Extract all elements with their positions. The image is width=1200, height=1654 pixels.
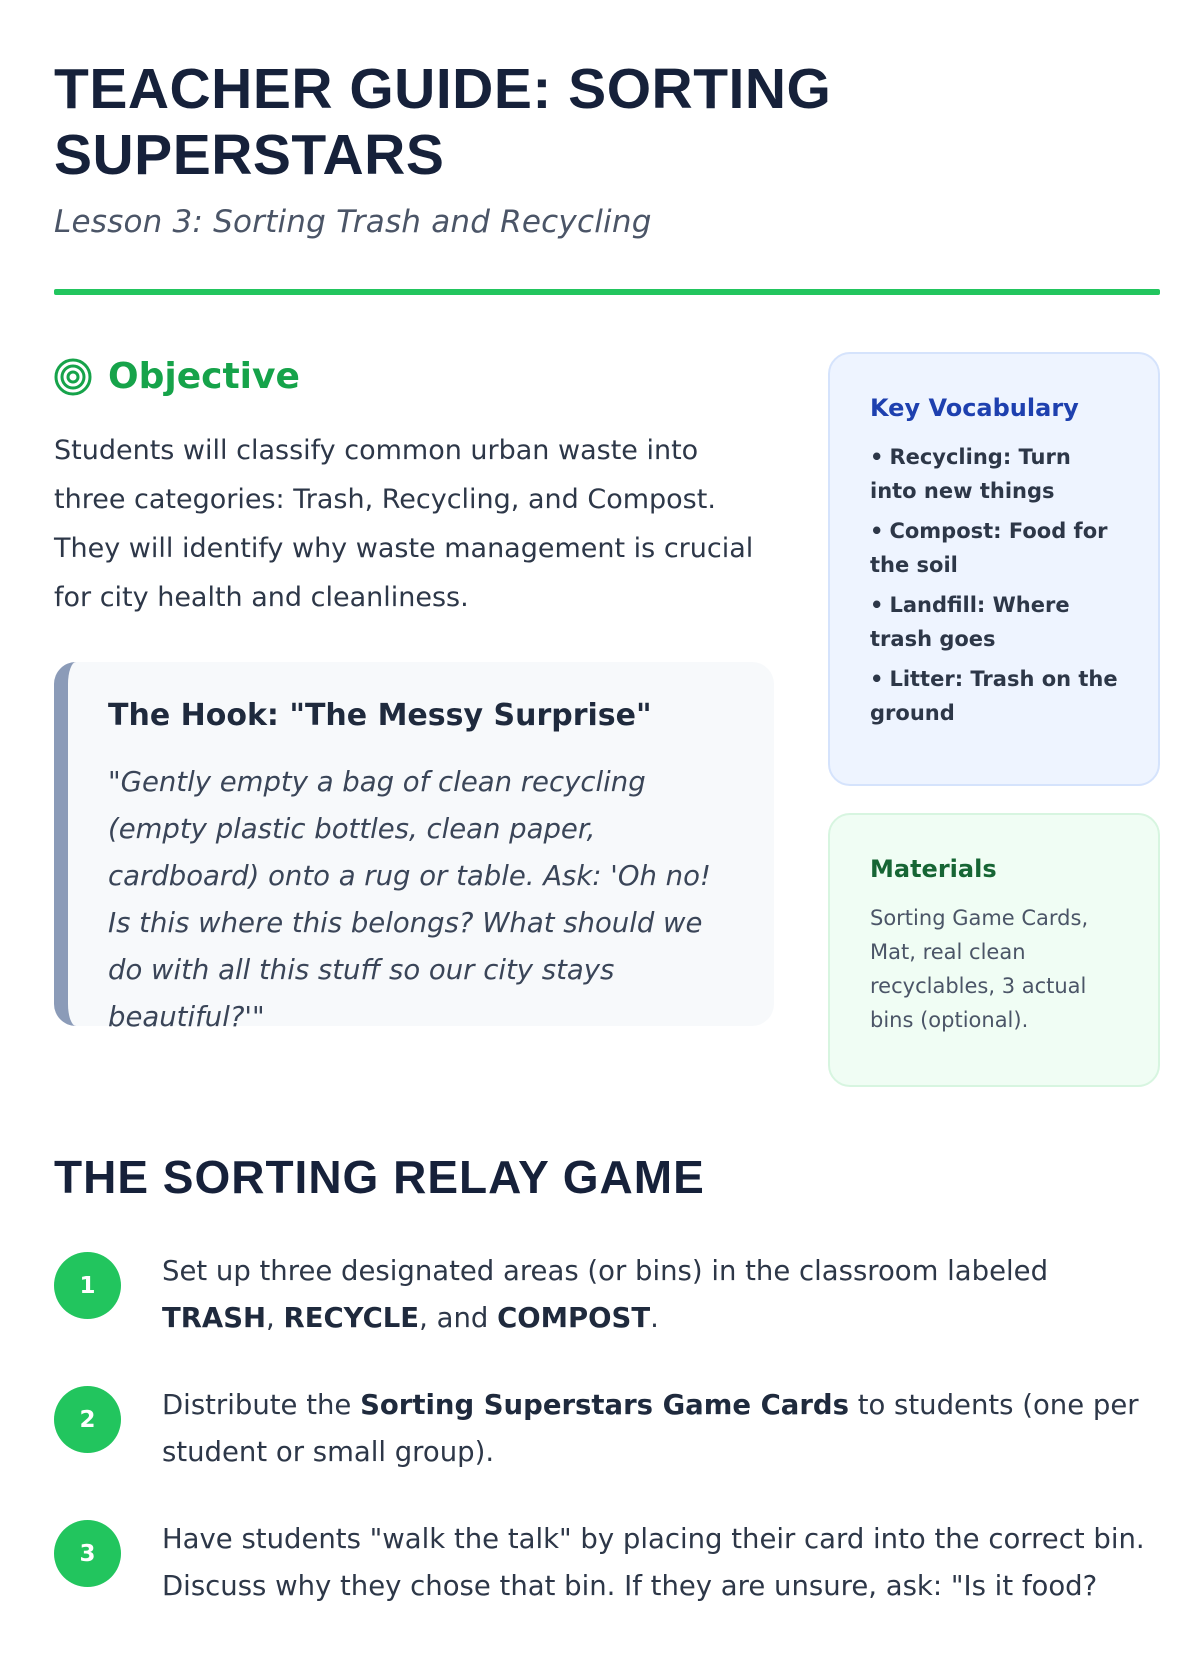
lesson-subtitle: Lesson 3: Sorting Trash and Recycling	[54, 204, 652, 240]
header-divider	[54, 289, 1160, 295]
step-item	[54, 1386, 1160, 1520]
hook-quote: "Gently empty a bag of clean recycling (empty plastic bottles, clean paper, cardboard) onto a rug or table. Ask: 'Oh no! Is this where this belongs? What should we do with all this stuff so our city stays beautiful?'"	[108, 766, 711, 1033]
game-steps	[54, 1252, 1160, 1654]
vocabulary-list	[870, 440, 1118, 730]
vocabulary-item: • Compost: Food for the soil	[870, 519, 1108, 577]
target-icon	[54, 358, 92, 396]
teacher-guide-page	[54, 56, 1160, 1602]
step-number-badge: 1	[54, 1252, 121, 1319]
objective-text: Students will classify common urban waste into three categories: Trash, Recycling, and Compost. They will identify why waste management is crucial for city health and cleanliness.	[54, 435, 754, 613]
step-item	[54, 1520, 1160, 1654]
vocabulary-item: • Recycling: Turn into new things	[870, 445, 1071, 503]
page-title: TEACHER GUIDE: SORTING SUPERSTARS	[54, 57, 832, 187]
key-vocabulary-card	[828, 352, 1160, 786]
step-number-badge: 3	[54, 1520, 121, 1587]
step-number-badge: 2	[54, 1386, 121, 1453]
hook-title: The Hook: "The Messy Surprise"	[108, 698, 652, 733]
objective-heading-row	[54, 356, 300, 397]
step-text: Set up three designated areas (or bins) in the classroom labeled TRASH, RECYCLE, and COMPOST.	[162, 1255, 1049, 1334]
step-text: Have students "walk the talk" by placing their card into the correct bin. Discuss why they chose that bin. If they are unsure, ask: "Is it food?	[162, 1523, 1145, 1602]
objective-heading: Objective	[108, 356, 300, 397]
materials-text: Sorting Game Cards, Mat, real clean recyclables, 3 actual bins (optional).	[870, 906, 1089, 1032]
step-item	[54, 1252, 1160, 1386]
hook-callout	[54, 662, 774, 1033]
game-section-title: THE SORTING RELAY GAME	[54, 1151, 705, 1203]
step-text: Distribute the Sorting Superstars Game Cards to students (one per student or small group).	[162, 1389, 1139, 1468]
vocabulary-item: • Litter: Trash on the ground	[870, 667, 1118, 725]
vocabulary-title: Key Vocabulary	[870, 394, 1079, 422]
vocabulary-item: • Landfill: Where trash goes	[870, 593, 1070, 651]
materials-card	[828, 813, 1160, 1087]
materials-title: Materials	[870, 855, 997, 883]
